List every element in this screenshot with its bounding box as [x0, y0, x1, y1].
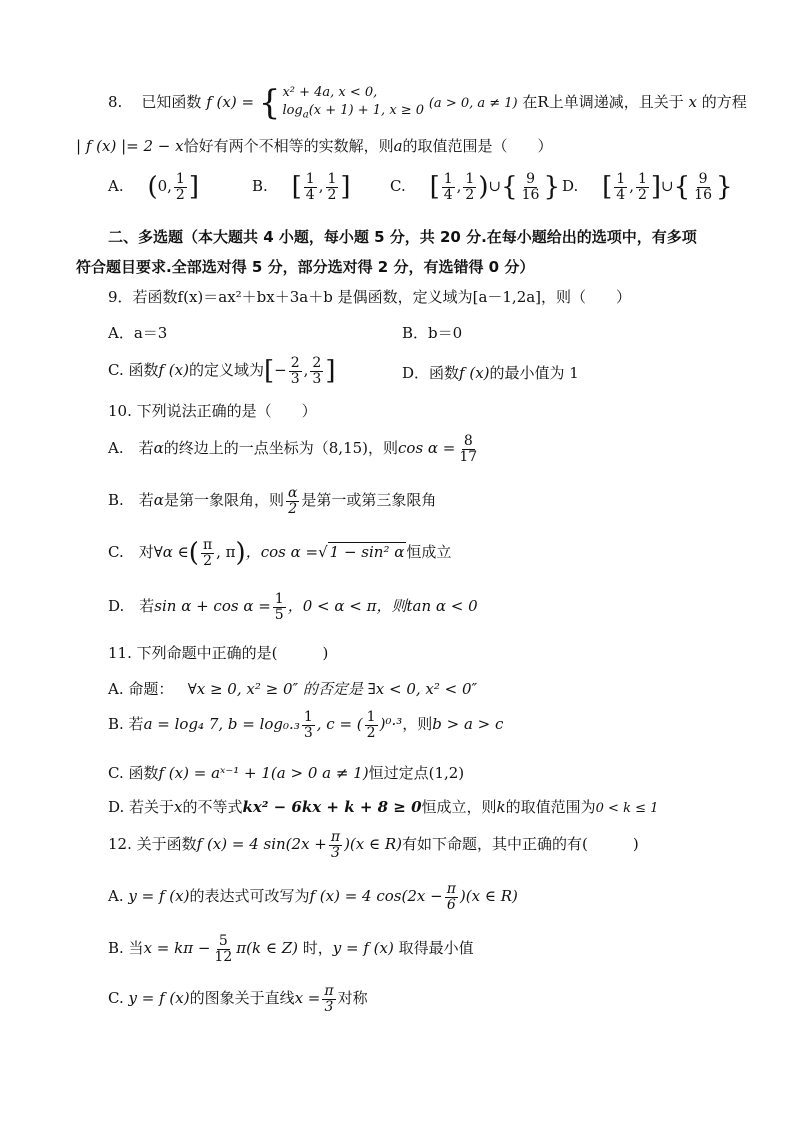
q9-option-b: B．b＝0 — [402, 324, 463, 342]
q11-option-b: B. 若a = log₄ 7, b = log₀.₃ $\frac{1}{3}$ , c = ( $\frac{1}{2}$ )⁰·³，则b > a > c — [108, 709, 504, 741]
q8-x: x — [688, 92, 697, 111]
q8-piece2: $\log_a(x + 1) + 1$, x ≥ 0 — [282, 102, 425, 121]
q8-stem-a: 已知函数 — [141, 92, 202, 111]
q8-line2-c: 的取值范围是（ ） — [402, 137, 553, 155]
q11-stem: 11. 下列命题中正确的是( ) — [108, 644, 329, 662]
q10-option-c: C. 对∀α ∈( $\frac{\pi}{2}$ , π)，cos α =√ 1 − sin² α 恒成立 — [108, 537, 452, 569]
q8-fx: f (x) = — [206, 92, 255, 111]
section2-header-line1: 二、多选题（本大题共 4 小题，每小题 5 分，共 20 分.在每小题给出的选项中，有多项 — [108, 228, 697, 246]
q9-option-c: C. 函数f (x)的定义域为[− $\frac{2}{3}$ , $\frac{2}{3}$ ] — [108, 355, 336, 387]
q11-option-d: D. 若关于x的不等式kx² − 6kx + k + 8 ≥ 0恒成立，则k的取值范围为0 < k ≤ 1 — [108, 798, 659, 816]
q8-option-b: B. [ $\frac{1}{4}$ , $\frac{1}{2}$ ] — [252, 171, 351, 203]
q8-stem-c: 的方程 — [701, 92, 747, 111]
q11-option-a: A. 命题： ∀x ≥ 0, x² ≥ 0″ 的否定是 ∃x < 0, x² < 0″ — [108, 680, 478, 698]
q8-line2 — [76, 137, 553, 155]
q10-stem: 10. 下列说法正确的是（ ） — [108, 402, 317, 420]
q9-stem: 9．若函数f(x)＝ax²＋bx＋3a＋b 是偶函数，定义域为[a－1,2a]，则（ ） — [108, 288, 632, 306]
q8-piecewise — [282, 84, 424, 122]
q11-option-c: C. 函数f (x) = aˣ⁻¹ + 1(a > 0 a ≠ 1)恒过定点(1,2) — [108, 764, 465, 782]
q8-piece1: x² + 4a, x < 0, — [282, 85, 378, 100]
q9-option-d: D．函数f (x)的最小值为 1 — [402, 364, 579, 382]
q12-option-b: B. 当x = kπ − $\frac{5}{12}$ π(k ∈ Z) 时，y = f (x) 取得最小值 — [108, 933, 474, 965]
q12-option-a: A. y = f (x)的表达式可改写为f (x) = 4 cos(2x − $\frac{\pi}{6}$ )(x ∈ R) — [108, 881, 518, 913]
q8-stem-b: 在R上单调递减，且关于 — [522, 92, 684, 111]
q8-a: a — [393, 137, 403, 155]
q10-option-a: A. 若α的终边上的一点坐标为（8,15)，则cos α = $\frac{8}{17}$ — [108, 433, 478, 465]
q8-option-a: A. (0, $\frac{1}{2}$ ] — [108, 171, 199, 203]
q8-option-d: D. [ $\frac{1}{4}$ , $\frac{1}{2}$ ]∪{ $\frac{9}{16}$ } — [562, 171, 733, 203]
q8-condition: (a > 0, a ≠ 1) — [428, 95, 518, 111]
q9-option-a: A．a＝3 — [108, 324, 168, 342]
q12-stem: 12. 关于函数f (x) = 4 sin(2x + $\frac{\pi}{3}$ )(x ∈ R)有如下命题，其中正确的有( ) — [108, 829, 639, 861]
q8-brace-icon: { — [258, 82, 281, 123]
section2-header-line2: 符合题目要求.全部选对得 5 分，部分选对得 2 分，有选错得 0 分） — [76, 258, 535, 276]
q10-option-b: B. 若α是第一象限角，则 $\frac{\alpha}{2}$ 是第一或第三象限角 — [108, 485, 437, 517]
q8-option-c: C. [ $\frac{1}{4}$ , $\frac{1}{2}$ )∪{ $\frac{9}{16}$ } — [390, 171, 560, 203]
q10-option-d: D. 若sin α + cos α = $\frac{1}{5}$ ，0 < α < π，则tan α < 0 — [108, 591, 478, 623]
q8-line2-b: 恰好有两个不相等的实数解，则 — [183, 137, 394, 155]
q8-equation: | f (x) |= 2 − x — [76, 137, 184, 155]
q12-option-c: C. y = f (x)的图象关于直线x = $\frac{\pi}{3}$ 对称 — [108, 983, 368, 1015]
q8-number: 8. — [108, 92, 123, 111]
q8-line1 — [108, 84, 747, 122]
